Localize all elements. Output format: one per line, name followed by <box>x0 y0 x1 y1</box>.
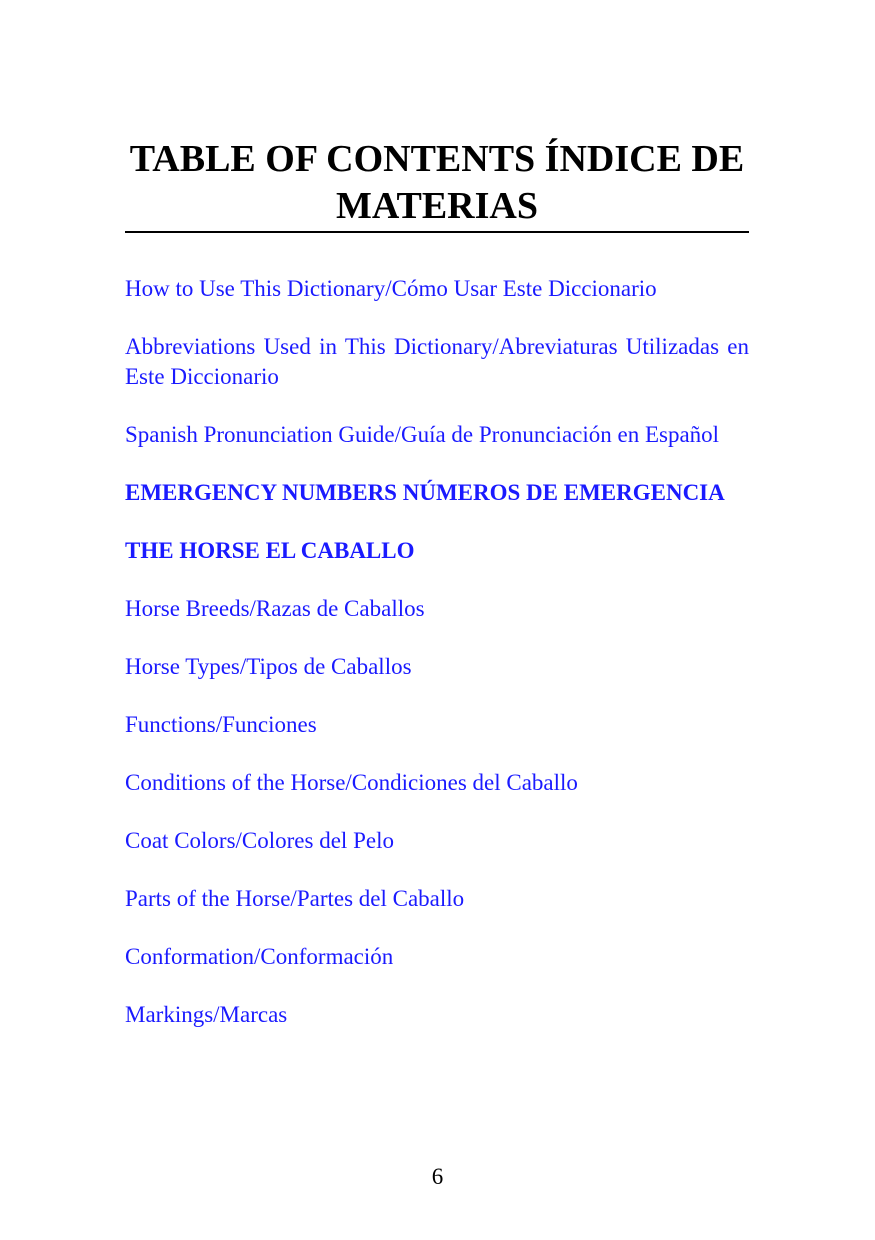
toc-link-coat-colors[interactable]: Coat Colors/Colores del Pelo <box>125 828 394 853</box>
toc-list <box>125 274 749 1058</box>
toc-entry <box>125 332 749 392</box>
toc-entry <box>125 826 749 856</box>
page-title: TABLE OF CONTENTS ÍNDICE DE MATERIAS <box>129 138 745 227</box>
toc-link-the-horse[interactable]: THE HORSE EL CABALLO <box>125 538 415 563</box>
title-underline <box>125 231 749 233</box>
toc-entry <box>125 594 749 624</box>
toc-link-pronunciation-guide[interactable]: Spanish Pronunciation Guide/Guía de Pronunciación en Español <box>125 422 720 447</box>
toc-link-functions[interactable]: Functions/Funciones <box>125 712 317 737</box>
toc-link-horse-types[interactable]: Horse Types/Tipos de Caballos <box>125 654 412 679</box>
toc-entry <box>125 710 749 740</box>
toc-link-conditions[interactable]: Conditions of the Horse/Condiciones del Caballo <box>125 770 578 795</box>
toc-link-parts-of-horse[interactable]: Parts of the Horse/Partes del Caballo <box>125 886 465 911</box>
toc-link-how-to-use[interactable]: How to Use This Dictionary/Cómo Usar Este Diccionario <box>125 276 657 301</box>
toc-entry <box>125 536 749 566</box>
toc-link-emergency-numbers[interactable]: EMERGENCY NUMBERS NÚMEROS DE EMERGENCIA <box>125 480 725 505</box>
toc-entry <box>125 1000 749 1030</box>
toc-entry <box>125 884 749 914</box>
toc-entry <box>125 420 749 450</box>
toc-link-horse-breeds[interactable]: Horse Breeds/Razas de Caballos <box>125 596 425 621</box>
toc-entry <box>125 652 749 682</box>
toc-entry <box>125 478 749 508</box>
toc-link-abbreviations[interactable]: Abbreviations Used in This Dictionary/Abreviaturas Utilizadas en Este Diccionario <box>125 334 749 389</box>
toc-entry <box>125 942 749 972</box>
toc-link-markings[interactable]: Markings/Marcas <box>125 1002 288 1027</box>
toc-link-conformation[interactable]: Conformation/Conformación <box>125 944 394 969</box>
page-number: 6 <box>431 1164 444 1189</box>
toc-entry <box>125 274 749 304</box>
toc-entry <box>125 768 749 798</box>
